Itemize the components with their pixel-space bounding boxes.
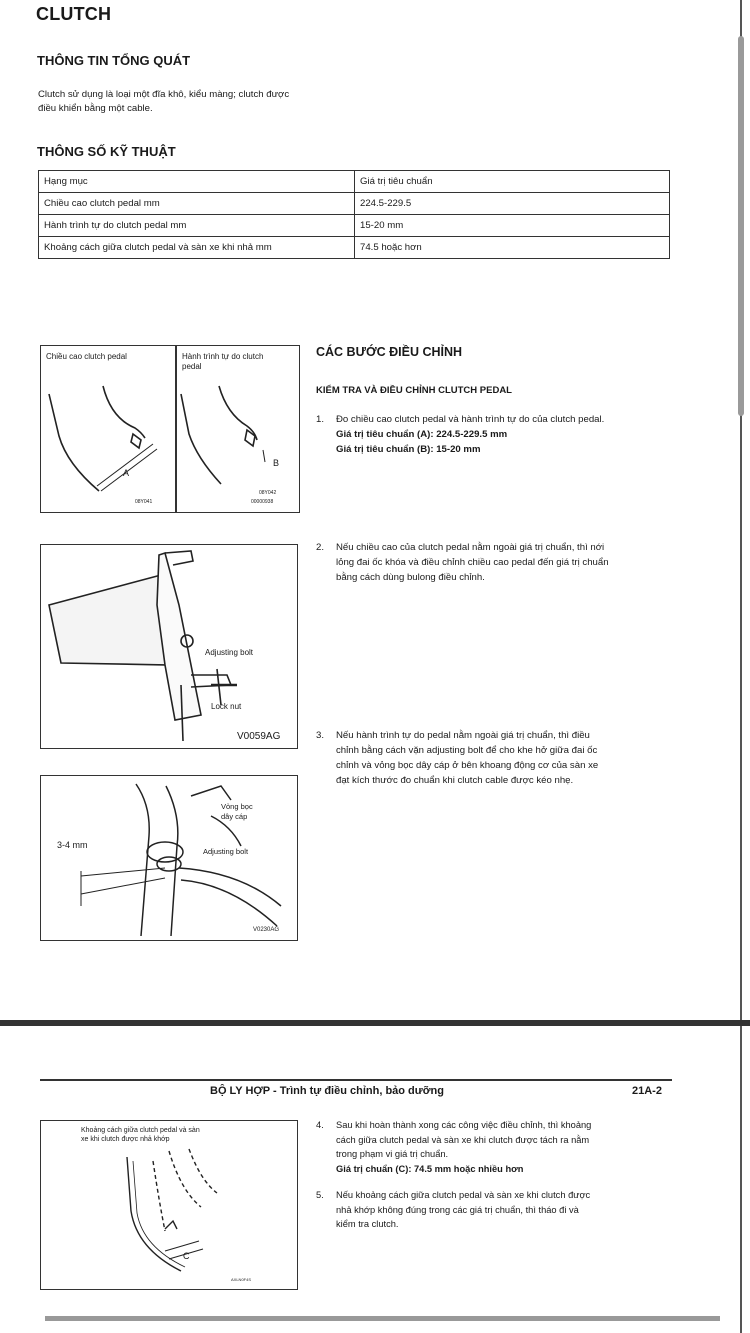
- general-info-text: [38, 88, 438, 116]
- cable-sleeve-label: [221, 802, 253, 822]
- adjusting-bolt-label: Adjusting bolt: [203, 847, 249, 856]
- general-info-line: Clutch sử dụng là loại một đĩa khô, kiểu màng; clutch được: [38, 89, 290, 100]
- step-text: trong phạm vi giá trị chuẩn.: [336, 1149, 449, 1159]
- page-title: CLUTCH: [36, 4, 112, 24]
- cable-drawing: [41, 776, 297, 940]
- figure-code: 00000938: [251, 499, 274, 505]
- pedal-diagram-drawing: [41, 346, 299, 512]
- adjust-subheading: KIỂM TRA VÀ ĐIỀU CHỈNH CLUTCH PEDAL: [316, 385, 512, 396]
- step-text: Nếu khoảng cách giữa clutch pedal và sàn xe khi clutch được: [336, 1190, 591, 1200]
- scrollbar-thumb[interactable]: [738, 36, 744, 416]
- cable-sleeve-label-line: Vỏng bọc: [221, 802, 253, 811]
- adjusting-bolt-figure: [40, 544, 298, 749]
- table-header-cell: Giá trị tiêu chuẩn: [355, 171, 670, 193]
- step-number: 2.: [316, 542, 325, 553]
- spec-value: Giá trị tiêu chuẩn (B): 15-20 mm: [336, 444, 481, 455]
- spec-value: Giá trị chuẩn (C): 74.5 mm hoặc nhiều hơn: [336, 1163, 524, 1174]
- pedal-height-label: Chiều cao clutch pedal: [46, 352, 127, 361]
- free-play-label-line: pedal: [182, 362, 202, 371]
- general-info-line: điều khiển bằng một cable.: [38, 103, 153, 114]
- table-cell: 74.5 hoặc hơn: [355, 237, 670, 259]
- pedal-floor-gap-figure: [40, 1120, 298, 1290]
- figure-caption-line: xe khi clutch được nhả khớp: [81, 1136, 170, 1143]
- step-text: Nếu chiều cao của clutch pedal nằm ngoài giá trị chuẩn, thì nới: [336, 542, 605, 553]
- step-1: [316, 412, 676, 457]
- step-text: Đo chiều cao clutch pedal và hành trình tự do của clutch pedal.: [336, 414, 605, 425]
- step-2: [316, 540, 676, 585]
- step-number: 3.: [316, 730, 325, 741]
- figure-code: 08Y042: [259, 490, 277, 496]
- footer-rule: [45, 1316, 720, 1321]
- table-cell: Khoảng cách giữa clutch pedal và sàn xe khi nhả mm: [39, 237, 355, 259]
- running-header-title: BỘ LY HỢP - Trình tự điều chỉnh, bảo dưỡng: [210, 1085, 444, 1097]
- lock-nut-label: Lock nut: [211, 702, 242, 711]
- pedal-height-figure: [40, 345, 300, 513]
- figure-code: 08Y041: [135, 499, 153, 505]
- document-page-2: [0, 1026, 742, 1333]
- pedal-floor-drawing: [41, 1121, 297, 1289]
- page-number: 21A-2: [632, 1085, 662, 1097]
- specs-heading: THÔNG SỐ KỸ THUẬT: [37, 144, 176, 159]
- adjusting-bolt-label: Adjusting bolt: [205, 648, 254, 657]
- step-text: chỉnh và vỏng bọc dây cáp ở bên khoang động cơ của sàn xe: [336, 760, 599, 771]
- table-cell: 15-20 mm: [355, 215, 670, 237]
- table-cell: 224.5-229.5: [355, 193, 670, 215]
- table-header-cell: Hạng mục: [39, 171, 355, 193]
- gap-dimension-label: 3-4 mm: [57, 840, 88, 850]
- table-row: [39, 215, 670, 237]
- step-3: [316, 728, 676, 788]
- cable-sleeve-label-line: dây cáp: [221, 812, 248, 821]
- table-cell: Chiều cao clutch pedal mm: [39, 193, 355, 215]
- step-5: [316, 1188, 676, 1232]
- table-row: [39, 237, 670, 259]
- specs-table: [38, 170, 670, 259]
- figure-code: V0230AG: [253, 927, 280, 933]
- free-play-label-line: Hành trình tự do clutch: [182, 352, 264, 361]
- step-text: kiểm tra clutch.: [336, 1219, 399, 1229]
- adjust-heading: CÁC BƯỚC ĐIỀU CHỈNH: [316, 345, 463, 359]
- dimension-a: A: [123, 468, 130, 478]
- step-number: 5.: [316, 1190, 324, 1200]
- step-text: chỉnh bằng cách vặn adjusting bolt để cho khe hở giữa đai ốc: [336, 745, 598, 756]
- step-text: cách giữa clutch pedal và sàn xe khi clutch được tách ra nằm: [336, 1134, 590, 1145]
- step-text: lỏng đai ốc khóa và điều chỉnh chiều cao pedal đến giá trị chuẩn: [336, 557, 609, 568]
- step-4: [316, 1118, 676, 1176]
- step-text: Nếu hành trình tự do pedal nằm ngoài giá trị chuẩn, thì điều: [336, 730, 590, 741]
- figure-code: V0059AG: [237, 731, 281, 742]
- dimension-b: B: [273, 458, 280, 468]
- figure-caption-line: Khoảng cách giữa clutch pedal và sàn: [81, 1127, 200, 1134]
- table-cell: Hành trình tự do clutch pedal mm: [39, 215, 355, 237]
- step-text: đạt kích thước đo chuẩn khi clutch cable được kéo nhẹ.: [336, 775, 574, 786]
- general-info-heading: THÔNG TIN TỔNG QUÁT: [37, 53, 191, 68]
- step-text: bằng cách dùng bulong điều chỉnh.: [336, 572, 485, 583]
- table-header-row: [39, 171, 670, 193]
- step-number: 4.: [316, 1120, 324, 1130]
- cable-gap-figure: [40, 775, 298, 941]
- figure-code: AXLN0F4S: [231, 1277, 252, 1282]
- bracket-drawing: [41, 545, 297, 748]
- header-rule: [40, 1079, 672, 1081]
- table-row: [39, 193, 670, 215]
- spec-value: Giá trị tiêu chuẩn (A): 224.5-229.5 mm: [336, 429, 508, 440]
- step-number: 1.: [316, 414, 325, 425]
- dimension-c: C: [183, 1251, 190, 1261]
- step-text: nhả khớp không đúng trong các giá trị chuẩn, thì tháo đi và: [336, 1204, 579, 1215]
- step-text: Sau khi hoàn thành xong các công việc điều chỉnh, thì khoảng: [336, 1120, 592, 1130]
